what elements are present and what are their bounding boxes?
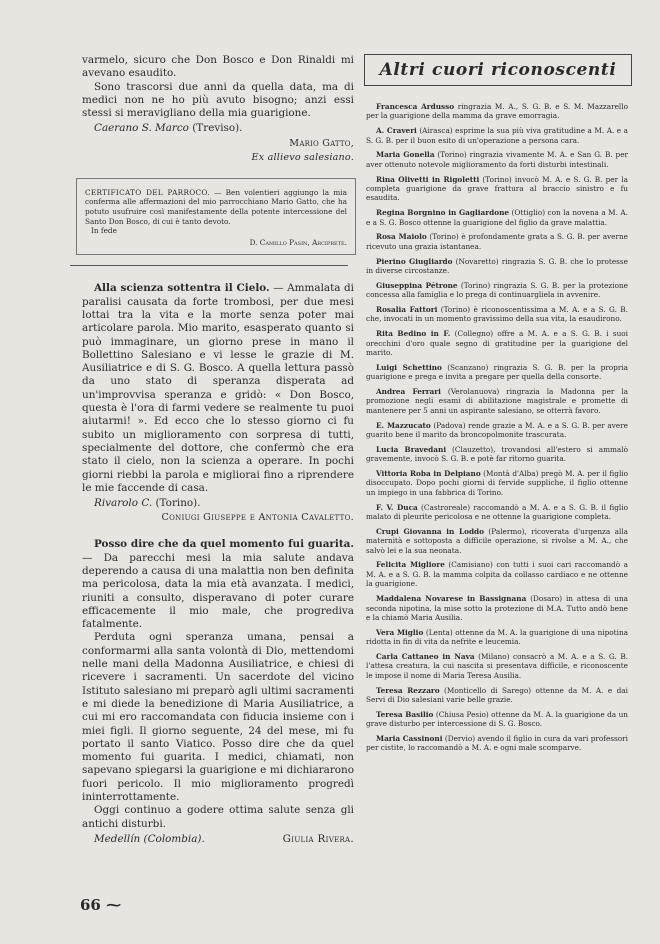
thanks-entry-name: Rosa Maiolo <box>376 232 427 242</box>
thanks-entry-name: Andrea Ferrari <box>376 387 441 397</box>
thanks-entry <box>366 445 628 464</box>
thanks-entry-text: (Castroreale) raccomandò a M. A. e a S. G. B. il figlio malato di pleurite pericolosa e ne ottenne la guarigione completa. <box>366 502 628 522</box>
thanks-entry <box>366 329 628 357</box>
thanks-entry-text: (Verolanuova) ringrazia la Madonna per la promozione negli esami di abilitazione magistrale e promette di mantenere per 5 anni un aspirante salesiano, se otterrà favoro. <box>366 387 629 415</box>
thanks-entry <box>366 281 628 300</box>
intro-signer-role: Ex allievo salesiano. <box>251 151 354 163</box>
section-1-place <box>94 497 354 510</box>
thanks-entry <box>366 560 628 588</box>
thanks-entry <box>366 421 628 440</box>
thanks-entry <box>366 305 628 324</box>
section-2-signer: Giulia Rivera. <box>282 832 354 845</box>
thanks-entry-name: Rina Olivetti in Rigoletti <box>376 174 480 184</box>
thanks-entry-text: (Dosaro) in attesa di una seconda nipotina, la mise sotto la protezione di M.A. Tutto andò bene e la chiamò Maria Ausilia. <box>366 594 628 622</box>
thanks-entry <box>366 594 628 622</box>
section-1-title: Alla scienza sottentra il Cielo. <box>94 282 270 295</box>
thanks-entry <box>366 686 628 705</box>
intro-signature <box>82 137 354 150</box>
thanks-entry-name: A. Craveri <box>376 126 417 136</box>
thanks-entry-text: (Collegno) offre a M. A. e a S. G. B. i suoi orecchini d'oro quale segno di gratitudine per la guarigione del marito. <box>366 329 629 358</box>
thanks-entry-name: Lucia Bravedani <box>376 444 447 454</box>
certificate-infede: In fede <box>91 226 117 236</box>
thanks-entry-name: F. V. Duca <box>376 502 418 512</box>
thanks-entry-text: (Novaretto) ringrazia S. G. B. che lo protesse in diverse circostanze. <box>366 256 628 276</box>
thanks-entry <box>366 710 628 729</box>
thanks-entry-name: Teresa Basilio <box>376 709 434 719</box>
intro-place-name: Caerano S. Marco <box>94 122 189 135</box>
certificate-signer: D. Camillo Pasin, Arciprete. <box>249 237 347 247</box>
thanks-entry-name: Francesca Ardusso <box>376 102 455 111</box>
certificate-title: CERTIFICATO DEL PARROCO. <box>85 187 210 197</box>
thanks-entry-name: E. Mazzucato <box>376 420 431 430</box>
intro-paragraph-2: Sono trascorsi due anni da quella data, ma di medici non ne ho più avuto bisogno; anzi essi stessi si meravigliano della mia guarigione. <box>82 80 354 120</box>
thanks-entry-text: (Chiusa Pesio) ottenne da M. A. la guarigione da un grave disturbo per intercessione di S. G. Bosco. <box>366 709 628 729</box>
thanks-entry-name: Maria Cassinoni <box>376 733 443 743</box>
thanks-entry-name: Pierino Giugliardo <box>376 256 453 266</box>
thanks-entry-text: (Milano) consacrò a M. A. e a S. G. B. l'attesa creatura, la cui nascita si presentava difficile, e riconoscente le impose il nome di Maria Teresa Ausilia. <box>366 651 628 680</box>
thanks-entry-text: (Montà d'Alba) pregò M. A. per il figlio disoccupato. Dopo pochi giorni di fervide suppliche, il figlio ottenne un impiego in una fabbrica di Torino. <box>366 469 629 497</box>
thanks-entry <box>366 503 628 522</box>
thanks-entry-text: (Monticello di Sarego) ottenne da M. A. e dai Servi di Dio salesiani varie belle grazie. <box>366 685 628 704</box>
thanks-entry-name: Crupi Giovanna in Loddo <box>376 526 485 536</box>
thanks-entry <box>366 126 628 145</box>
certificate-text <box>85 188 347 226</box>
thanks-entry-name: Felicita Migliore <box>376 560 445 570</box>
thanks-entry-name: Carla Cattaneo in Nava <box>376 651 475 661</box>
section-1-place-name: Rivarolo C. <box>94 497 153 510</box>
thanks-entry <box>366 628 628 647</box>
thanks-entry-name: Teresa Rezzaro <box>376 685 440 695</box>
thanks-entry-text: (Torino) ringrazia vivamente M. A. e San G. B. per aver ottenuto notevole miglioramento da forti disturbi intestinali. <box>366 150 628 169</box>
left-column <box>82 54 354 846</box>
thanks-entry-text: (Camisiano) con tutti i suoi cari raccomandò a M. A. e a S. G. B. la mamma colpita da collasso cardiaco e ne ottenne la guarigione. <box>366 560 628 589</box>
banner-title: Altri cuori riconoscenti <box>379 60 617 80</box>
thanks-entry <box>366 175 628 203</box>
section-2-paragraph-2: Perduta ogni speranza umana, pensai a conformarmi alla santa volontà di Dio, mettendomi nelle mani della Madonna Ausiliatrice, e chiesi di ricevere i sacramenti. Un sacerdote del vicino Istituto salesiano mi preparò agli ultimi sacramenti e mi diede la benedizione di Maria Ausiliatrice, a cui mi ero raccomandata con fiducia insieme con i miei figli. Il giorno seguente, 24 del mese, mi fu portato il santo Viatico. Posso dire che da quel momento fui guarita. I medici, chiamati, non sapevano spiegarsi la guarigione e mi dichiararono fuori pericolo. Il mio miglioramento progredì ininterrottamente. <box>82 631 354 804</box>
divider <box>70 265 348 266</box>
thanks-entry <box>366 387 628 415</box>
section-1-place-rest: (Torino). <box>152 497 201 510</box>
thanks-entry <box>366 208 628 227</box>
thanks-entry-name: Giuseppina Pétrone <box>376 280 458 290</box>
section-1-signer: Coniugi Giuseppe e Antonia Cavaletto. <box>161 512 354 524</box>
thanks-entry-name: Maddalena Novarese in Bassignana <box>376 594 527 604</box>
certificate-box <box>76 178 356 256</box>
thanks-entry-text: (Ottiglio) con la novena a M. A. e a S. G. Bosco ottenne la guarigione del figlio da grave malattia. <box>366 208 628 227</box>
thanks-entry-name: Regina Borgnino in Gagliardone <box>376 208 510 218</box>
section-1 <box>82 282 354 524</box>
thanks-entry <box>366 257 628 276</box>
intro-signer-name: Mario Gatto, <box>289 137 354 149</box>
right-column <box>366 54 628 758</box>
certificate-body: — Ben volentieri aggiungo la mia conferma alle affermazioni del mio parrocchiano Mario Gatto, che ha potuto usufruire così manifestamente della potente intercessione del Santo Don Bosco, di cui è tanto devoto. <box>85 187 347 226</box>
thanks-entry <box>366 734 628 753</box>
thanks-entry <box>366 527 628 555</box>
thanks-entry-name: Vera Miglio <box>376 627 424 637</box>
section-2-place: Medellín (Colombia). <box>94 832 205 845</box>
thanks-entry-text: (Clauzetto), trovandosi all'estero si ammalò gravemente, invocò S. G. B. e potè far ritorno guarita. <box>366 444 628 464</box>
thanks-entry <box>366 150 628 169</box>
thanks-entry-text: (Torino) è profondamente grata a S. G. B. per averne ricevuto una grazia istantanea. <box>366 232 628 251</box>
thanks-entry-text: (Palermo), ricoverata d'urgenza alla maternità e sottoposta a difficile operazione, si rivolse a M. A., che salvò lei e la sua neonata. <box>366 526 629 555</box>
intro-place <box>94 122 354 135</box>
thanks-entry-text: (Torino) è riconoscentissima a M. A. e a S. G. B. che, invocati in un momento gravissimo della sua vita, la esaudirono. <box>366 305 628 324</box>
thanks-entry-name: Vittoria Roba in Delpiano <box>376 469 481 479</box>
intro-place-rest: (Treviso). <box>188 122 243 135</box>
thanks-entry <box>366 102 628 121</box>
intro-paragraph-1: varmelo, sicuro che Don Bosco e Don Rinaldi mi avevano esaudito. <box>82 54 354 80</box>
section-1-body: — Ammalata di paralisi causata da forte trombosi, per due mesi lottai tra la vita e la morte senza poter mai articolare parola. Mio marito, esasperato quanto si può immaginare, un giorno prese in mano il Bollettino Salesiano e vi lesse le grazie di M. Ausiliatrice e di S. G. Bosco. A quella lettura passò da uno stato di speranza disperata ad un'improvvisa speranza e gridò: « Don Bosco, questa è l'ora di farmi vedere se realmente tu puoi aiutarmi! ». Ed ecco che lo stesso giorno ci fu subito un miglioramento con sorpresa di tutti, specialmente del dottore, che confermò che era stato il cielo, non la scienza a operare. In pochi giorni riebbi la parola e migliorai fino a riprendere le mie faccende di casa. <box>82 282 354 494</box>
section-banner <box>364 54 632 86</box>
section-2 <box>82 538 354 846</box>
section-2-title: Posso dire che da quel momento fui guarita. <box>94 538 354 551</box>
thanks-entry-text: (Dervio) avendo il figlio in cura da vari professori per cistite, lo raccomandò a M. A. e ogni male scomparve. <box>366 733 628 753</box>
section-2-body-1: — Da parecchi mesi la mia salute andava deperendo a causa di una malattia non ben definita ma pericolosa, data la mia età avanzata. I medici, riuniti a consulto, disperavano di poter curare efficacemente il mio male, che progrediva fatalmente. <box>82 551 354 631</box>
thanks-entry <box>366 232 628 251</box>
thanks-entry-text: ringrazia M. A., S. G. B. e S. M. Mazzarello per la guarigione della mamma da grave emorragia. <box>366 102 628 121</box>
thanks-list <box>366 102 628 753</box>
thanks-entry-text: (Lenta) ottenne da M. A. la guarigione di una nipotina ridotta in fin di vita da nefrite e leucemia. <box>366 627 628 647</box>
section-2-footer <box>82 833 354 846</box>
thanks-entry-name: Rosalia Fattori <box>376 305 438 315</box>
section-1-text <box>82 282 354 495</box>
thanks-entry-text: (Torino) invocò M. A. e S. G. B. per la completa guarigione da grave frattura al braccio sinistro e fu esaudita. <box>366 174 628 203</box>
thanks-entry-name: Maria Gonella <box>376 150 435 160</box>
thanks-entry-text: (Padova) rende grazie a M. A. e a S. G. B. per avere guarito bene il marito da broncopolmonite trascurata. <box>366 420 628 440</box>
thanks-entry-text: (Scanzano) ringrazia S. G. B. per la propria guarigione e prega e invita a pregare per quella della consorte. <box>366 362 629 382</box>
thanks-entry <box>366 469 628 497</box>
section-2-paragraph-3: Oggi continuo a godere ottima salute senza gli antichi disturbi. <box>82 804 354 830</box>
page-number: 66 ⁓ <box>80 896 122 914</box>
thanks-entry-text: (Airasca) esprime la sua più viva gratitudine a M. A. e a S. G. B. per il buon esito di un'operazione a persona cara. <box>366 126 628 145</box>
thanks-entry-text: (Torino) ringrazia S. G. B. per la protezione concessa alla famiglia e lo prega di continuargliela in avvenire. <box>366 280 628 300</box>
spacer <box>82 524 354 538</box>
thanks-entry-name: Luigi Schettino <box>376 362 442 372</box>
thanks-entry <box>366 652 628 680</box>
section-2-paragraph-1 <box>82 538 354 631</box>
thanks-entry-name: Rita Bedino in F. <box>376 329 451 339</box>
thanks-entry <box>366 363 628 382</box>
